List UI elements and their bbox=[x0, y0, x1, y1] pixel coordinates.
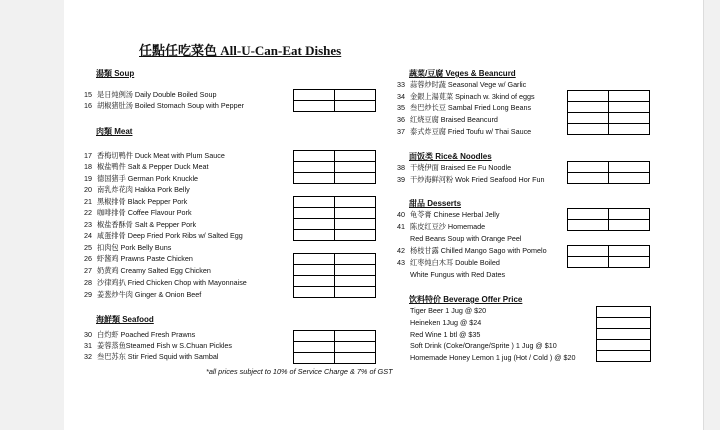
menu-item: 16 胡椒猪肚汤 Boiled Stomach Soup with Pepper bbox=[84, 101, 245, 110]
beverage-item: Soft Drink (Coke/Orange/Sprite ) 1 Jug @ $10 bbox=[410, 341, 557, 350]
section-veges-header: 蔬菜/豆腐 Veges & Beancurd bbox=[409, 69, 516, 78]
section-rice-header: 面饭类 Rice& Noodles bbox=[409, 152, 492, 161]
menu-item: 29 姜葱炒牛肉 Ginger & Onion Beef bbox=[84, 290, 202, 299]
footnote: *all prices subject to 10% of Service Charge & 7% of GST bbox=[206, 367, 393, 376]
menu-item: 41 陈皮红豆沙 Homemade bbox=[397, 222, 486, 231]
beverage-item: Red Wine 1 btl @ $35 bbox=[410, 330, 481, 339]
section-soup-header: 湯類 Soup bbox=[96, 69, 135, 78]
beverage-item: Heineken 1Jug @ $24 bbox=[410, 318, 482, 327]
quantity-box[interactable] bbox=[567, 123, 609, 135]
section-beverage-header: 饮料特价 Beverage Offer Price bbox=[409, 295, 523, 304]
quantity-box[interactable] bbox=[608, 256, 650, 268]
quantity-box[interactable] bbox=[334, 100, 376, 112]
quantity-box[interactable] bbox=[293, 352, 335, 364]
beverage-item: Tiger Beer 1 Jug @ $20 bbox=[410, 306, 487, 315]
menu-item: 22 咖啡排骨 Coffee Flavour Pork bbox=[84, 208, 192, 217]
quantity-box[interactable] bbox=[608, 172, 650, 184]
quantity-box[interactable] bbox=[293, 100, 335, 112]
menu-item: 31 姜蓉蒸鱼Steamed Fish w S.Chuan Pickles bbox=[84, 341, 233, 350]
menu-item: 43 红枣炖白木耳 Double Boiled bbox=[397, 258, 500, 267]
quantity-box[interactable] bbox=[293, 229, 335, 241]
menu-item-continued: Red Beans Soup with Orange Peel bbox=[410, 234, 522, 243]
quantity-box[interactable] bbox=[608, 123, 650, 135]
menu-item: 37 泰式炸豆腐 Fried Toufu w/ Thai Sauce bbox=[397, 127, 532, 136]
menu-item: 30 白灼虾 Poached Fresh Prawns bbox=[84, 330, 196, 339]
menu-item: 24 咸蛋排骨 Deep Fried Pork Ribs w/ Salted Egg bbox=[84, 231, 243, 240]
menu-item: 28 沙律鸡扒 Fried Chicken Chop with Mayonnaise bbox=[84, 278, 247, 287]
quantity-box[interactable] bbox=[334, 286, 376, 298]
section-meat-header: 肉類 Meat bbox=[96, 127, 133, 136]
menu-item: 19 德国猪手 German Pork Knuckle bbox=[84, 174, 199, 183]
menu-item: 18 椒盐鸭件 Salt & Pepper Duck Meat bbox=[84, 162, 209, 171]
quantity-box[interactable] bbox=[567, 256, 609, 268]
menu-item: 20 南乳炸花肉 Hakka Pork Belly bbox=[84, 185, 190, 194]
quantity-box[interactable] bbox=[293, 172, 335, 184]
menu-item-continued: White Fungus with Red Dates bbox=[410, 270, 506, 279]
quantity-box[interactable] bbox=[293, 286, 335, 298]
menu-title: 任點任吃菜色 All-U-Can-Eat Dishes bbox=[139, 43, 342, 58]
quantity-box[interactable] bbox=[567, 172, 609, 184]
menu-item: 26 虾酱鸡 Prawns Paste Chicken bbox=[84, 254, 193, 263]
menu-item: 35 叁巴炒长豆 Sambal Fried Long Beans bbox=[397, 103, 532, 112]
quantity-box[interactable] bbox=[334, 352, 376, 364]
menu-item: 15 是日炖例汤 Daily Double Boiled Soup bbox=[84, 90, 217, 99]
quantity-box[interactable] bbox=[596, 350, 651, 362]
menu-item: 21 黑椒排骨 Black Pepper Pork bbox=[84, 197, 188, 206]
menu-item: 36 红烧豆腐 Braised Beancurd bbox=[397, 115, 498, 124]
quantity-box[interactable] bbox=[567, 219, 609, 231]
menu-item: 25 扣肉包 Pork Belly Buns bbox=[84, 243, 172, 252]
menu-item: 38 干烧伊面 Braised Ee Fu Noodle bbox=[397, 163, 512, 172]
menu-item: 33 蒜蓉炒时蔬 Seasonal Vege w/ Garlic bbox=[397, 80, 527, 89]
menu-item: 39 干炒海鲜河粉 Wok Fried Seafood Hor Fun bbox=[397, 175, 545, 184]
section-desserts-header: 甜品 Desserts bbox=[409, 199, 462, 208]
quantity-box[interactable] bbox=[608, 219, 650, 231]
quantity-box[interactable] bbox=[334, 229, 376, 241]
menu-item: 42 杨枝甘露 Chilled Mango Sago with Pomelo bbox=[397, 246, 547, 255]
menu-item: 32 叁巴苏东 Stir Fried Squid with Sambal bbox=[84, 352, 219, 361]
menu-item: 17 香梅切鸭件 Duck Meat with Plum Sauce bbox=[84, 151, 225, 160]
page-edge bbox=[703, 0, 704, 430]
menu-item: 34 金銀上湯莧菜 Spinach w. 3kind of eggs bbox=[397, 92, 535, 101]
section-seafood-header: 海鮮類 Seafood bbox=[96, 315, 154, 324]
menu-item: 23 椒盐香酥骨 Salt & Pepper Pork bbox=[84, 220, 197, 229]
menu-item: 40 龟苓膏 Chinese Herbal Jelly bbox=[397, 210, 500, 219]
quantity-box[interactable] bbox=[334, 172, 376, 184]
menu-item: 27 奶黄鸡 Creamy Salted Egg Chicken bbox=[84, 266, 211, 275]
beverage-item: Homemade Honey Lemon 1 jug (Hot / Cold ) @ $20 bbox=[410, 353, 576, 362]
